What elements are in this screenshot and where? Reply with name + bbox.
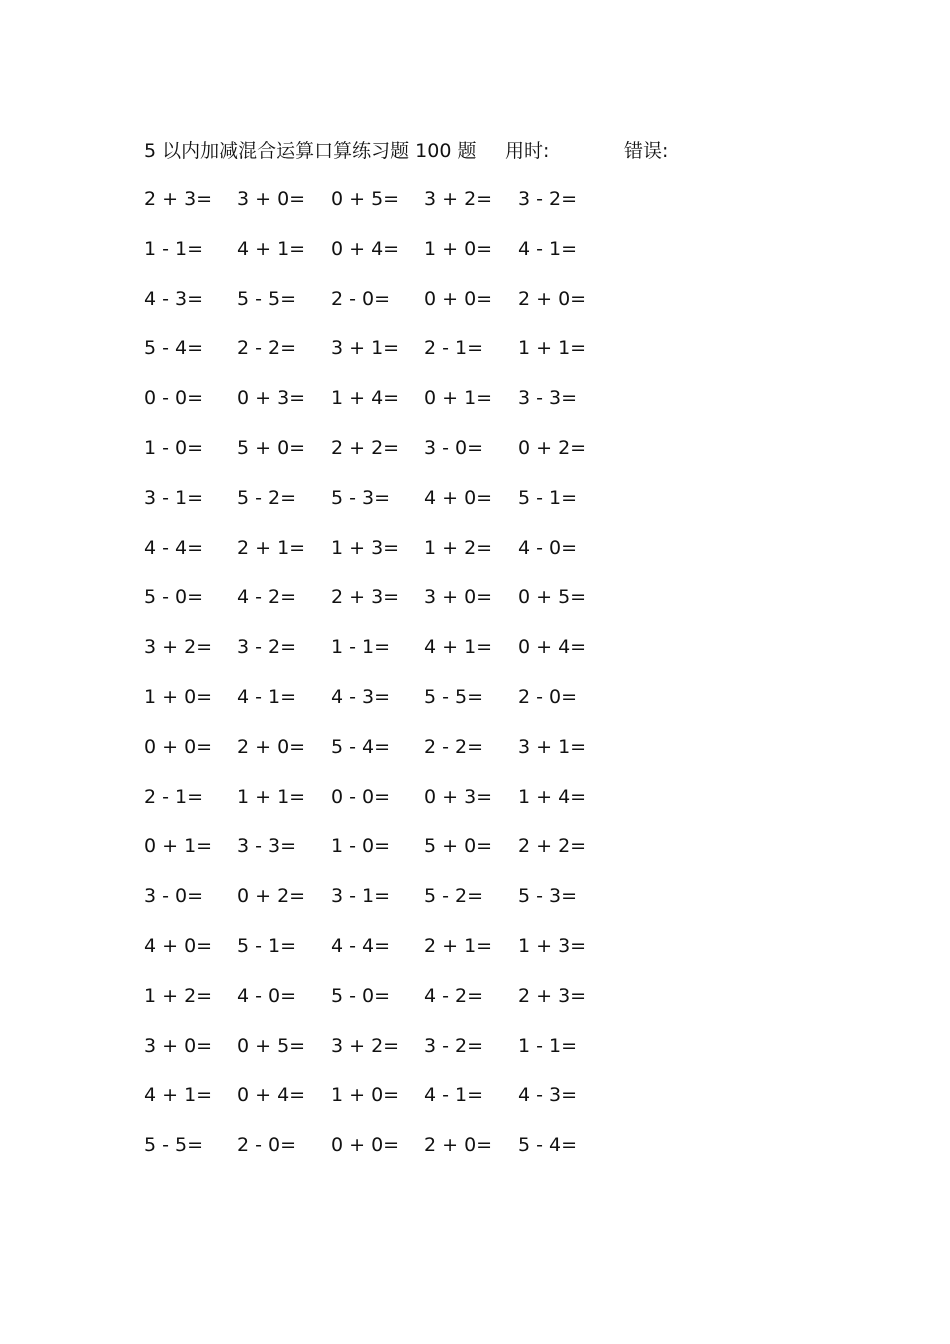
math-problem: 0 + 5= — [518, 586, 587, 609]
problem-row — [144, 184, 624, 234]
math-problem: 4 - 4= — [331, 934, 391, 957]
math-problem: 0 + 4= — [237, 1084, 306, 1107]
math-problem: 4 - 1= — [237, 685, 297, 708]
math-problem: 4 - 0= — [237, 984, 297, 1007]
math-problem: 5 - 4= — [144, 337, 204, 360]
math-problem: 2 - 2= — [237, 337, 297, 360]
math-problem: 0 + 5= — [237, 1034, 306, 1057]
problem-row — [144, 1080, 624, 1130]
math-problem: 2 + 3= — [144, 188, 213, 210]
math-problem: 3 + 2= — [331, 1034, 400, 1057]
math-problem: 0 + 2= — [237, 885, 306, 908]
math-problem: 2 + 1= — [424, 934, 493, 957]
math-problem: 0 - 0= — [331, 785, 391, 808]
math-problem: 3 - 1= — [144, 486, 204, 509]
math-problem: 2 - 0= — [518, 685, 578, 708]
math-problem: 5 - 1= — [518, 486, 578, 509]
math-problem: 4 + 1= — [144, 1084, 213, 1107]
math-problem: 3 - 2= — [237, 636, 297, 659]
math-problem: 5 - 3= — [331, 486, 391, 509]
problem-row — [144, 383, 624, 433]
math-problem: 5 - 5= — [237, 287, 297, 310]
page-title: 5 以内加减混合运算口算练习题 100 题 — [144, 140, 477, 162]
math-problem: 0 + 5= — [331, 188, 400, 210]
math-problem: 5 - 0= — [331, 984, 391, 1007]
problem-row — [144, 682, 624, 732]
math-problem: 2 - 0= — [237, 1134, 297, 1157]
math-problem: 2 + 2= — [518, 835, 587, 858]
math-problem: 3 - 2= — [424, 1034, 484, 1057]
math-problem: 0 + 1= — [144, 835, 213, 858]
math-problem: 5 - 2= — [424, 885, 484, 908]
math-problem: 1 + 0= — [144, 685, 213, 708]
math-problem: 2 + 1= — [237, 536, 306, 559]
math-problem: 0 + 3= — [424, 785, 493, 808]
problem-row — [144, 1130, 624, 1180]
math-problem: 5 - 0= — [144, 586, 204, 609]
math-problem: 1 - 0= — [331, 835, 391, 858]
math-problem: 0 + 2= — [518, 436, 587, 459]
math-problem: 3 - 0= — [424, 436, 484, 459]
problem-row — [144, 533, 624, 583]
math-problem: 4 - 3= — [518, 1084, 578, 1107]
math-problem: 5 - 5= — [424, 685, 484, 708]
math-problem: 3 + 1= — [518, 735, 587, 758]
math-problem: 1 + 1= — [237, 785, 306, 808]
problem-row — [144, 483, 624, 533]
math-problem: 1 - 0= — [144, 436, 204, 459]
math-problem: 5 - 4= — [518, 1134, 578, 1157]
problem-row — [144, 732, 624, 782]
math-problem: 5 - 5= — [144, 1134, 204, 1157]
math-problem: 1 + 0= — [424, 237, 493, 260]
problem-row — [144, 582, 624, 632]
problem-row — [144, 632, 624, 682]
worksheet-header — [144, 136, 764, 166]
math-problem: 1 + 3= — [518, 934, 587, 957]
math-problem: 5 - 1= — [237, 934, 297, 957]
math-problem: 3 - 1= — [331, 885, 391, 908]
math-problem: 4 - 1= — [518, 237, 578, 260]
problem-grid — [144, 184, 624, 1180]
math-problem: 0 + 4= — [518, 636, 587, 659]
math-problem: 0 + 4= — [331, 237, 400, 260]
math-problem: 2 - 2= — [424, 735, 484, 758]
problem-row — [144, 931, 624, 981]
math-problem: 0 + 0= — [424, 287, 493, 310]
math-problem: 1 - 1= — [144, 237, 204, 260]
math-problem: 0 + 1= — [424, 387, 493, 410]
math-problem: 4 + 0= — [144, 934, 213, 957]
math-problem: 3 + 1= — [331, 337, 400, 360]
math-problem: 0 + 0= — [331, 1134, 400, 1157]
math-problem: 2 - 1= — [424, 337, 484, 360]
math-problem: 2 + 0= — [424, 1134, 493, 1157]
math-problem: 3 + 2= — [424, 188, 493, 210]
math-problem: 2 + 0= — [518, 287, 587, 310]
problem-row — [144, 981, 624, 1031]
problem-row — [144, 1031, 624, 1081]
math-problem: 3 - 3= — [518, 387, 578, 410]
math-problem: 2 - 1= — [144, 785, 204, 808]
math-problem: 4 - 0= — [518, 536, 578, 559]
math-problem: 4 - 1= — [424, 1084, 484, 1107]
problem-row — [144, 831, 624, 881]
math-problem: 0 - 0= — [144, 387, 204, 410]
math-problem: 3 - 2= — [518, 188, 578, 210]
math-problem: 0 + 0= — [144, 735, 213, 758]
math-problem: 1 + 4= — [331, 387, 400, 410]
math-problem: 2 - 0= — [331, 287, 391, 310]
math-problem: 4 - 2= — [237, 586, 297, 609]
problem-row — [144, 234, 624, 284]
math-problem: 5 - 3= — [518, 885, 578, 908]
math-problem: 3 + 2= — [144, 636, 213, 659]
math-problem: 1 + 2= — [424, 536, 493, 559]
math-problem: 2 + 2= — [331, 436, 400, 459]
math-problem: 2 + 3= — [518, 984, 587, 1007]
math-problem: 3 + 0= — [237, 188, 306, 210]
math-problem: 4 + 1= — [237, 237, 306, 260]
math-problem: 1 + 1= — [518, 337, 587, 360]
math-problem: 2 + 0= — [237, 735, 306, 758]
math-problem: 3 + 0= — [144, 1034, 213, 1057]
math-problem: 4 - 4= — [144, 536, 204, 559]
math-problem: 5 + 0= — [424, 835, 493, 858]
math-problem: 5 + 0= — [237, 436, 306, 459]
math-problem: 1 + 3= — [331, 536, 400, 559]
math-problem: 1 + 4= — [518, 785, 587, 808]
math-problem: 5 - 2= — [237, 486, 297, 509]
error-count-label: 错误: — [624, 140, 669, 162]
math-problem: 4 - 3= — [144, 287, 204, 310]
math-problem: 1 - 1= — [331, 636, 391, 659]
math-problem: 0 + 3= — [237, 387, 306, 410]
math-problem: 3 - 0= — [144, 885, 204, 908]
time-spent-label: 用时: — [505, 140, 550, 162]
math-problem: 1 + 0= — [331, 1084, 400, 1107]
problem-row — [144, 782, 624, 832]
math-problem: 4 - 2= — [424, 984, 484, 1007]
math-problem: 4 - 3= — [331, 685, 391, 708]
math-problem: 5 - 4= — [331, 735, 391, 758]
problem-row — [144, 333, 624, 383]
math-problem: 1 - 1= — [518, 1034, 578, 1057]
math-problem: 3 + 0= — [424, 586, 493, 609]
math-problem: 1 + 2= — [144, 984, 213, 1007]
math-problem: 4 + 1= — [424, 636, 493, 659]
math-problem: 3 - 3= — [237, 835, 297, 858]
math-problem: 2 + 3= — [331, 586, 400, 609]
math-problem: 4 + 0= — [424, 486, 493, 509]
problem-row — [144, 881, 624, 931]
problem-row — [144, 433, 624, 483]
problem-row — [144, 284, 624, 334]
